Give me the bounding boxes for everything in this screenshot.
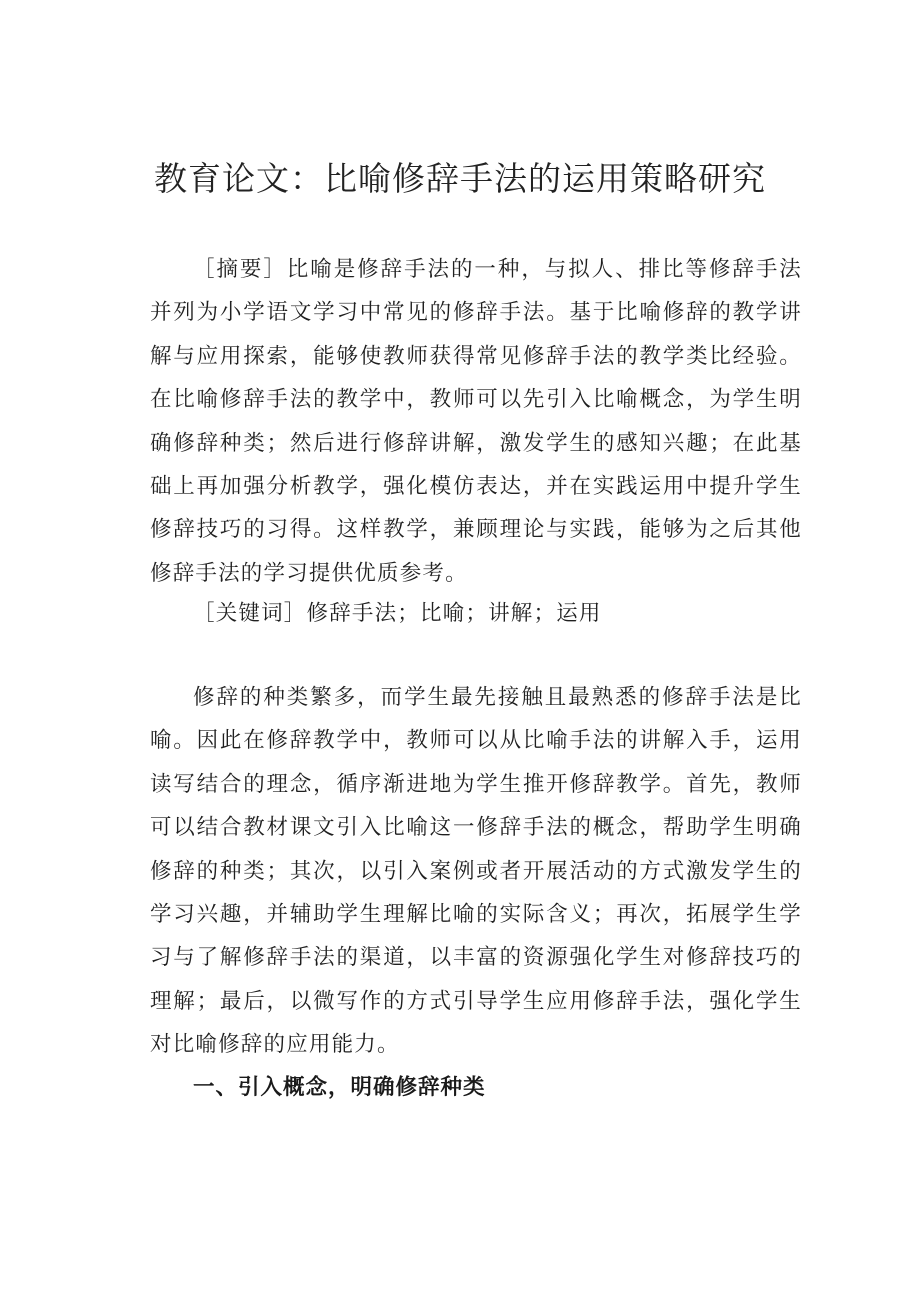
page-title: 教育论文：比喻修辞手法的运用策略研究 (154, 159, 766, 198)
keywords-paragraph: ［关键词］修辞手法；比喻；讲解；运用 (193, 601, 602, 626)
abstract-paragraph: ［摘要］比喻是修辞手法的一种，与拟人、排比等修辞手法并列为小学语文学习中常见的修辞手法。基于比喻修辞的教学讲解与应用探索，能够使教师获得常见修辞手法的教学类比经验。在比喻修辞手法的教学中，教师可以先引入比喻概念，为学生明确修辞种类；然后进行修辞讲解，激发学生的感知兴趣；在此基础上再加强分析教学，强化模仿表达，并在实践运用中提升学生修辞技巧的习得。这样教学，兼顾理论与实践，能够为之后其他修辞手法的学习提供优质参考。 (150, 257, 802, 586)
section-heading: 一、引入概念，明确修辞种类 (193, 1075, 486, 1100)
intro-paragraph: 修辞的种类繁多，而学生最先接触且最熟悉的修辞手法是比喻。因此在修辞教学中，教师可以从比喻手法的讲解入手，运用读写结合的理念，循序渐进地为学生推开修辞教学。首先，教师可以结合教材课文引入比喻这一修辞手法的概念，帮助学生明确修辞的种类；其次，以引入案例或者开展活动的方式激发学生的学习兴趣，并辅助学生理解比喻的实际含义；再次，拓展学生学习与了解修辞手法的渠道，以丰富的资源强化学生对修辞技巧的理解；最后，以微写作的方式引导学生应用修辞手法，强化学生对比喻修辞的应用能力。 (150, 685, 802, 1058)
